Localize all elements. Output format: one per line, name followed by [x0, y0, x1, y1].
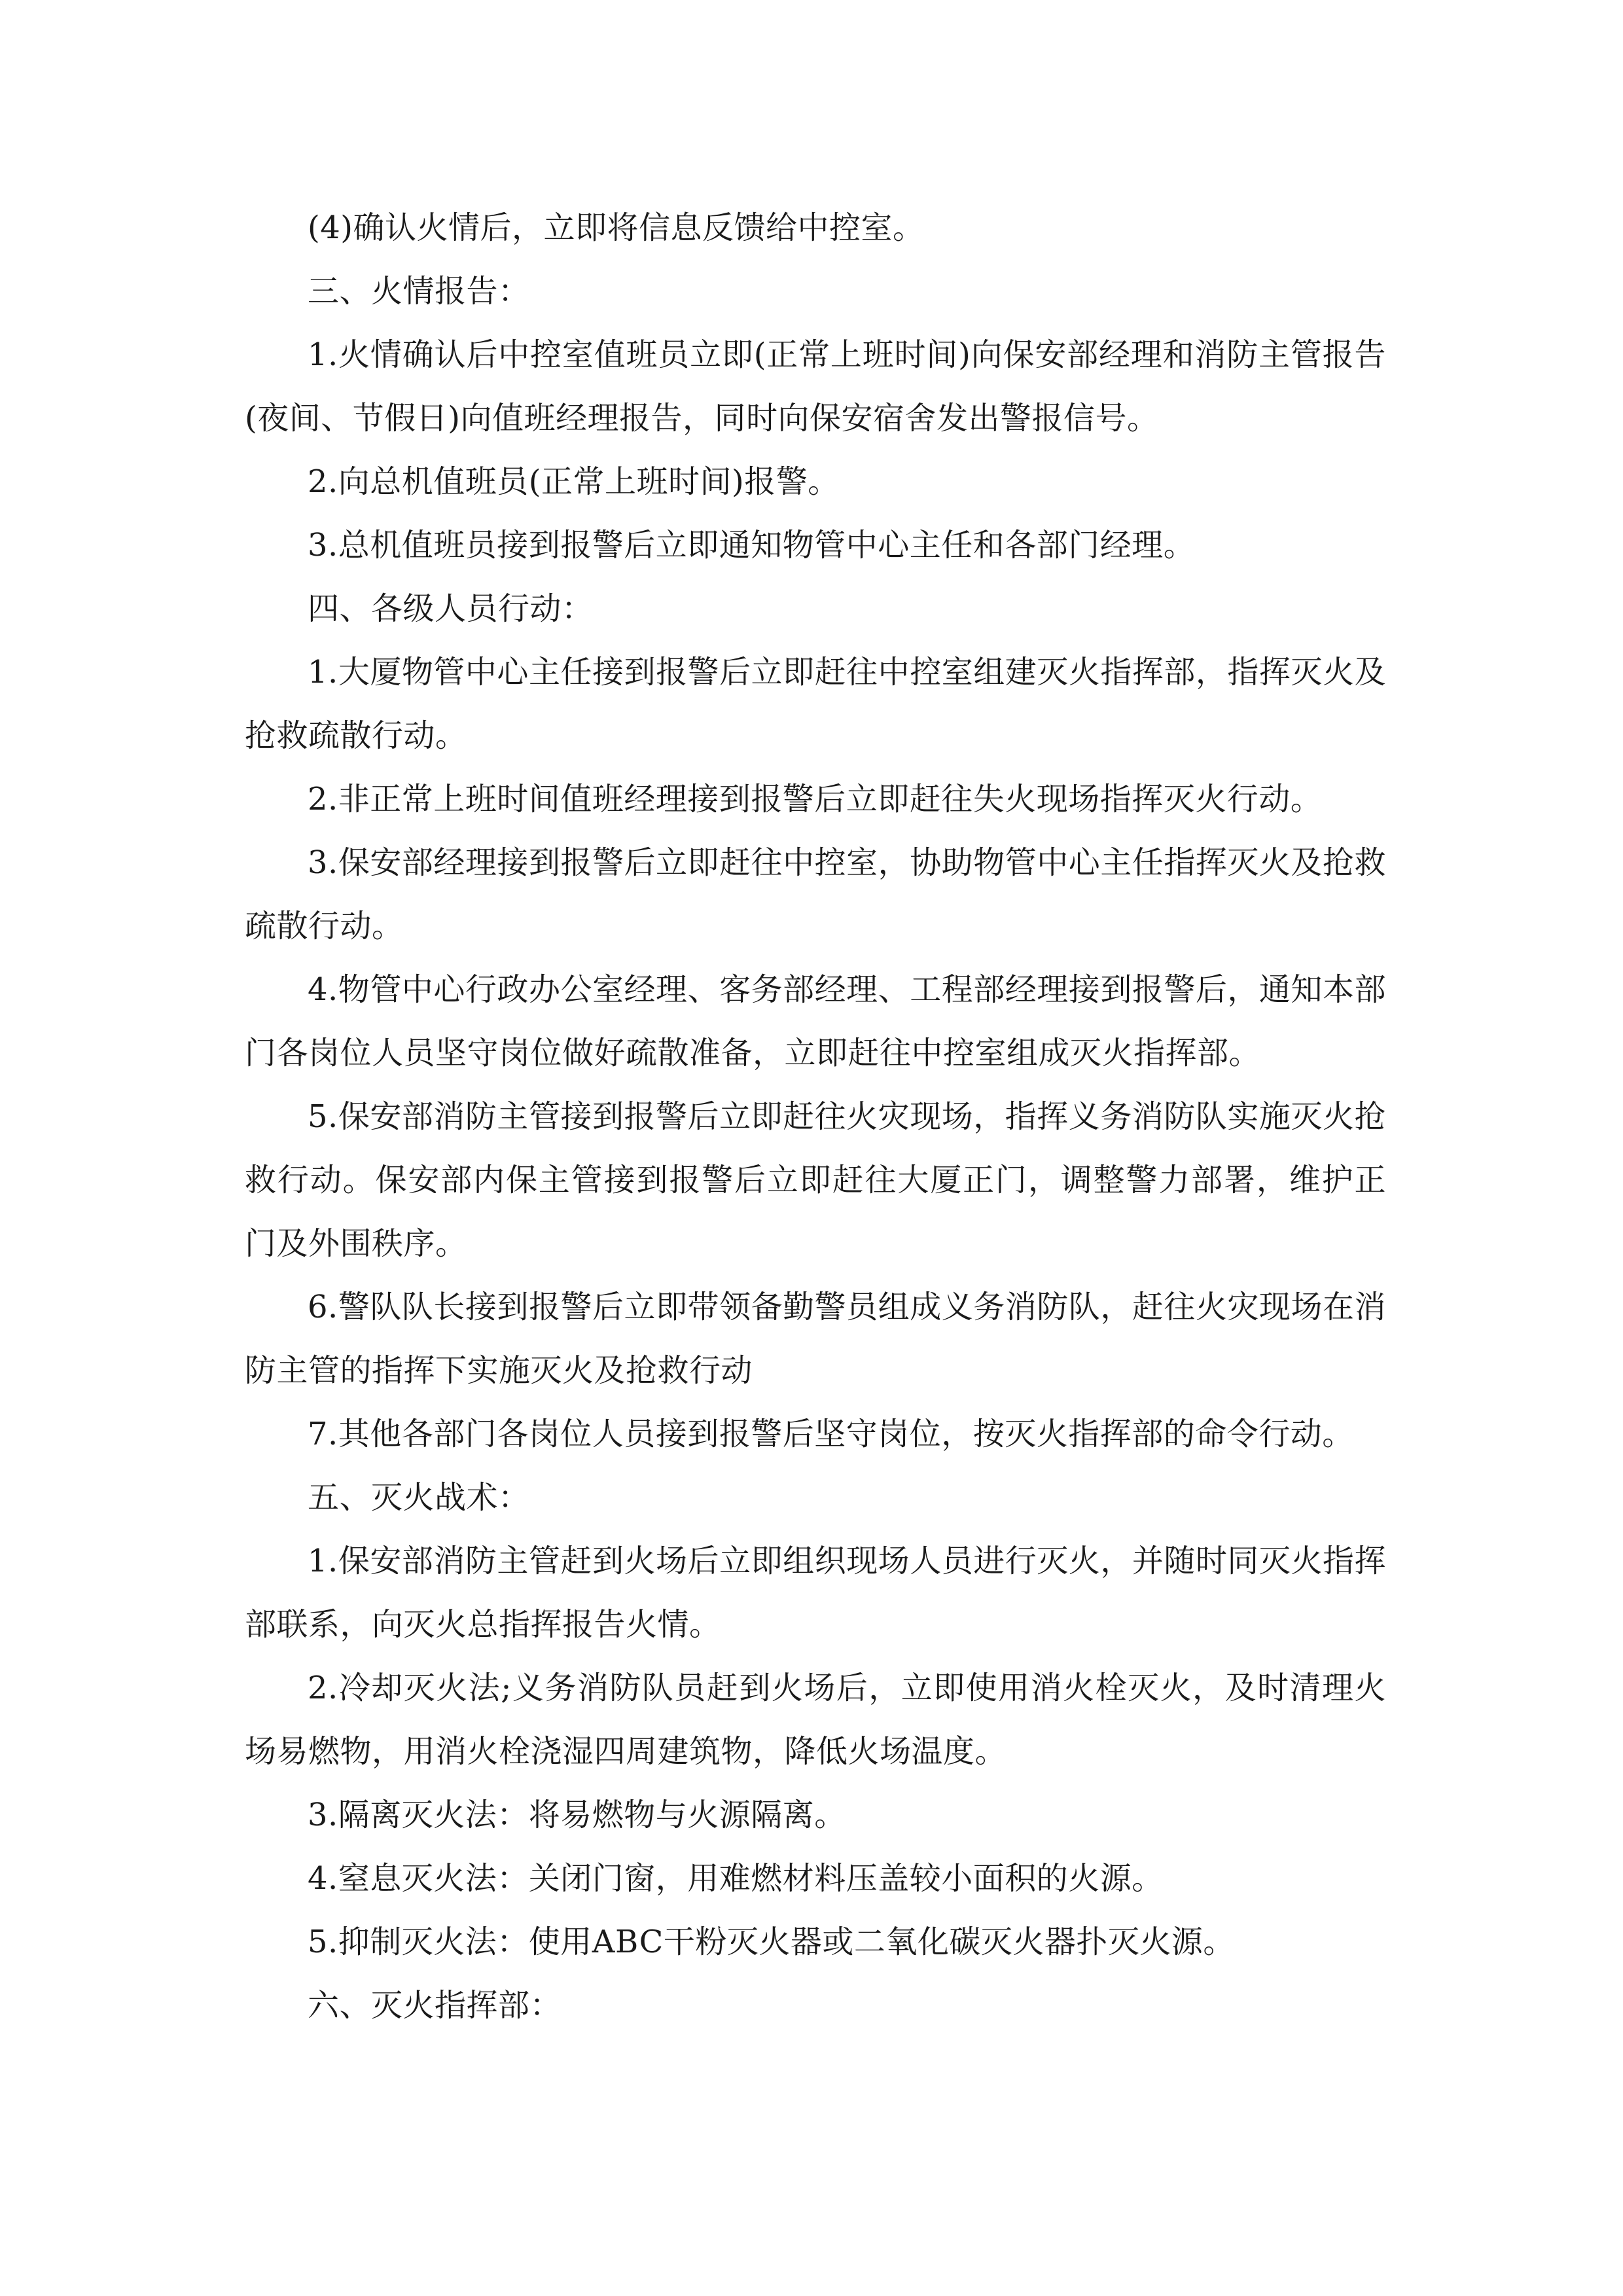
paragraph: 2.非正常上班时间值班经理接到报警后立即赶往失火现场指挥灭火行动。	[308, 781, 1323, 817]
section-heading: 五、灭火战术：	[308, 1479, 530, 1516]
document-body	[245, 196, 1386, 2037]
section-heading: 三、火情报告：	[308, 273, 530, 310]
paragraph: 6.警队队长接到报警后立即带领备勤警员组成义务消防队，赶往火灾现场在消防主管的指挥下实施灭火及抢救行动	[245, 1289, 1386, 1389]
section-heading: 四、各级人员行动：	[308, 590, 594, 627]
paragraph: 4.物管中心行政办公室经理、客务部经理、工程部经理接到报警后，通知本部门各岗位人员坚守岗位做好疏散准备，立即赶往中控室组成灭火指挥部。	[245, 971, 1386, 1071]
paragraph: 5.保安部消防主管接到报警后立即赶往火灾现场，指挥义务消防队实施灭火抢救行动。保安部内保主管接到报警后立即赶往大厦正门，调整警力部署，维护正门及外围秩序。	[245, 1098, 1386, 1262]
paragraph: 1.大厦物管中心主任接到报警后立即赶往中控室组建灭火指挥部，指挥灭火及抢救疏散行动。	[245, 654, 1386, 754]
paragraph: 3.总机值班员接到报警后立即通知物管中心主任和各部门经理。	[308, 527, 1196, 564]
paragraph: 1.火情确认后中控室值班员立即(正常上班时间)向保安部经理和消防主管报告(夜间、节假日)向值班经理报告，同时向保安宿舍发出警报信号。	[245, 336, 1386, 437]
paragraph: 3.隔离灭火法：将易燃物与火源隔离。	[308, 1797, 846, 1833]
paragraph: (4)确认火情后，立即将信息反馈给中控室。	[308, 209, 925, 246]
paragraph: 1.保安部消防主管赶到火场后立即组织现场人员进行灭火，并随时同灭火指挥部联系，向灭火总指挥报告火情。	[245, 1543, 1386, 1643]
paragraph: 7.其他各部门各岗位人员接到报警后坚守岗位，按灭火指挥部的命令行动。	[308, 1416, 1354, 1452]
paragraph: 4.窒息灭火法：关闭门窗，用难燃材料压盖较小面积的火源。	[308, 1860, 1164, 1897]
section-heading: 六、灭火指挥部：	[308, 1987, 562, 2024]
paragraph: 5.抑制灭火法：使用ABC干粉灭火器或二氧化碳灭火器扑灭火源。	[308, 1924, 1235, 1960]
paragraph: 3.保安部经理接到报警后立即赶往中控室，协助物管中心主任指挥灭火及抢救疏散行动。	[245, 844, 1386, 944]
paragraph: 2.冷却灭火法;义务消防队员赶到火场后，立即使用消火栓灭火，及时清理火场易燃物，用消火栓浇湿四周建筑物，降低火场温度。	[245, 1670, 1386, 1770]
paragraph: 2.向总机值班员(正常上班时间)报警。	[308, 463, 840, 500]
